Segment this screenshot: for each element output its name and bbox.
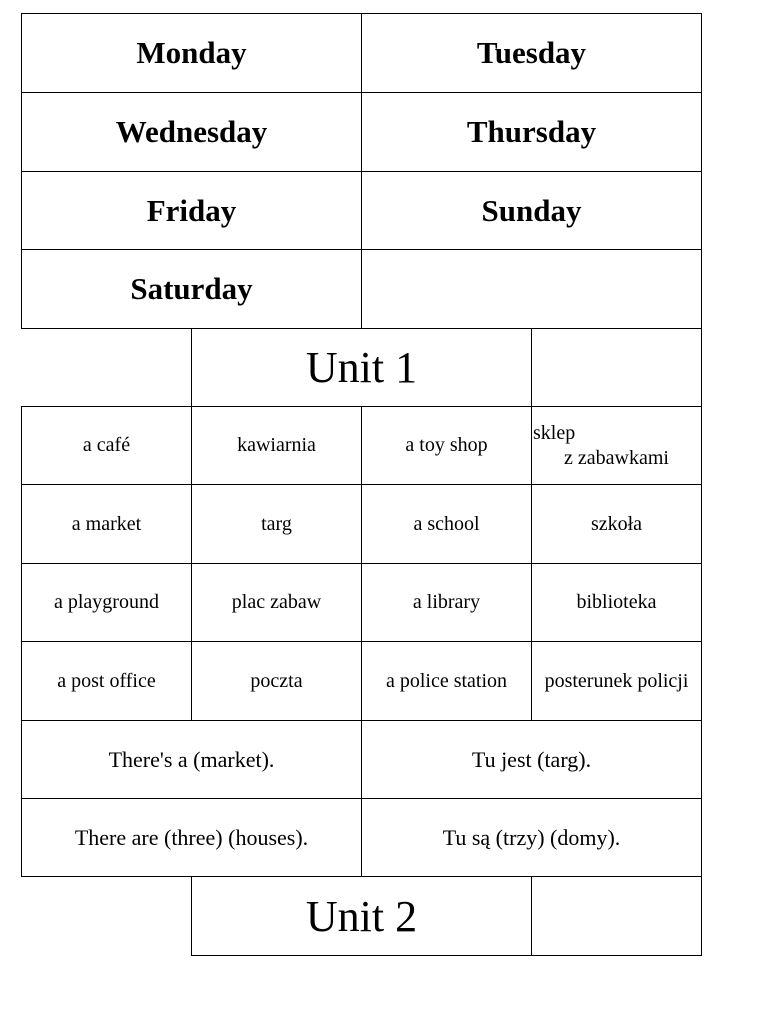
day-wednesday: Wednesday [21,92,362,172]
vocab-en: a police station [361,641,532,721]
vocab-en: a playground [21,563,192,642]
vocab-en: a market [21,484,192,564]
vocab-pl: biblioteka [531,563,702,642]
sentence-en: There's a (market). [21,720,362,799]
vocab-pl: posterunek policji [531,641,702,721]
vocab-pl-line2: z zabawkami [564,447,669,469]
unit1-header-empty-cell [531,328,702,407]
day-tuesday: Tuesday [361,13,702,93]
unit2-header-empty-cell [531,876,702,956]
vocab-pl: kawiarnia [191,406,362,485]
vocab-en: a library [361,563,532,642]
day-friday: Friday [21,171,362,250]
vocab-pl: plac zabaw [191,563,362,642]
vocab-pl: szkoła [531,484,702,564]
vocab-en: a post office [21,641,192,721]
day-sunday: Sunday [361,171,702,250]
day-thursday: Thursday [361,92,702,172]
vocab-pl-line1: sklep [533,422,576,444]
vocab-pl: targ [191,484,362,564]
vocab-en: a school [361,484,532,564]
unit2-title: Unit 2 [191,876,532,956]
vocab-en: a café [21,406,192,485]
day-saturday: Saturday [21,249,362,329]
sentence-pl: Tu jest (targ). [361,720,702,799]
day-monday: Monday [21,13,362,93]
vocab-pl [531,406,702,485]
unit1-title: Unit 1 [191,328,532,407]
vocab-en: a toy shop [361,406,532,485]
empty-day-cell [361,249,702,329]
sentence-pl: Tu są (trzy) (domy). [361,798,702,877]
vocab-pl: poczta [191,641,362,721]
sentence-en: There are (three) (houses). [21,798,362,877]
